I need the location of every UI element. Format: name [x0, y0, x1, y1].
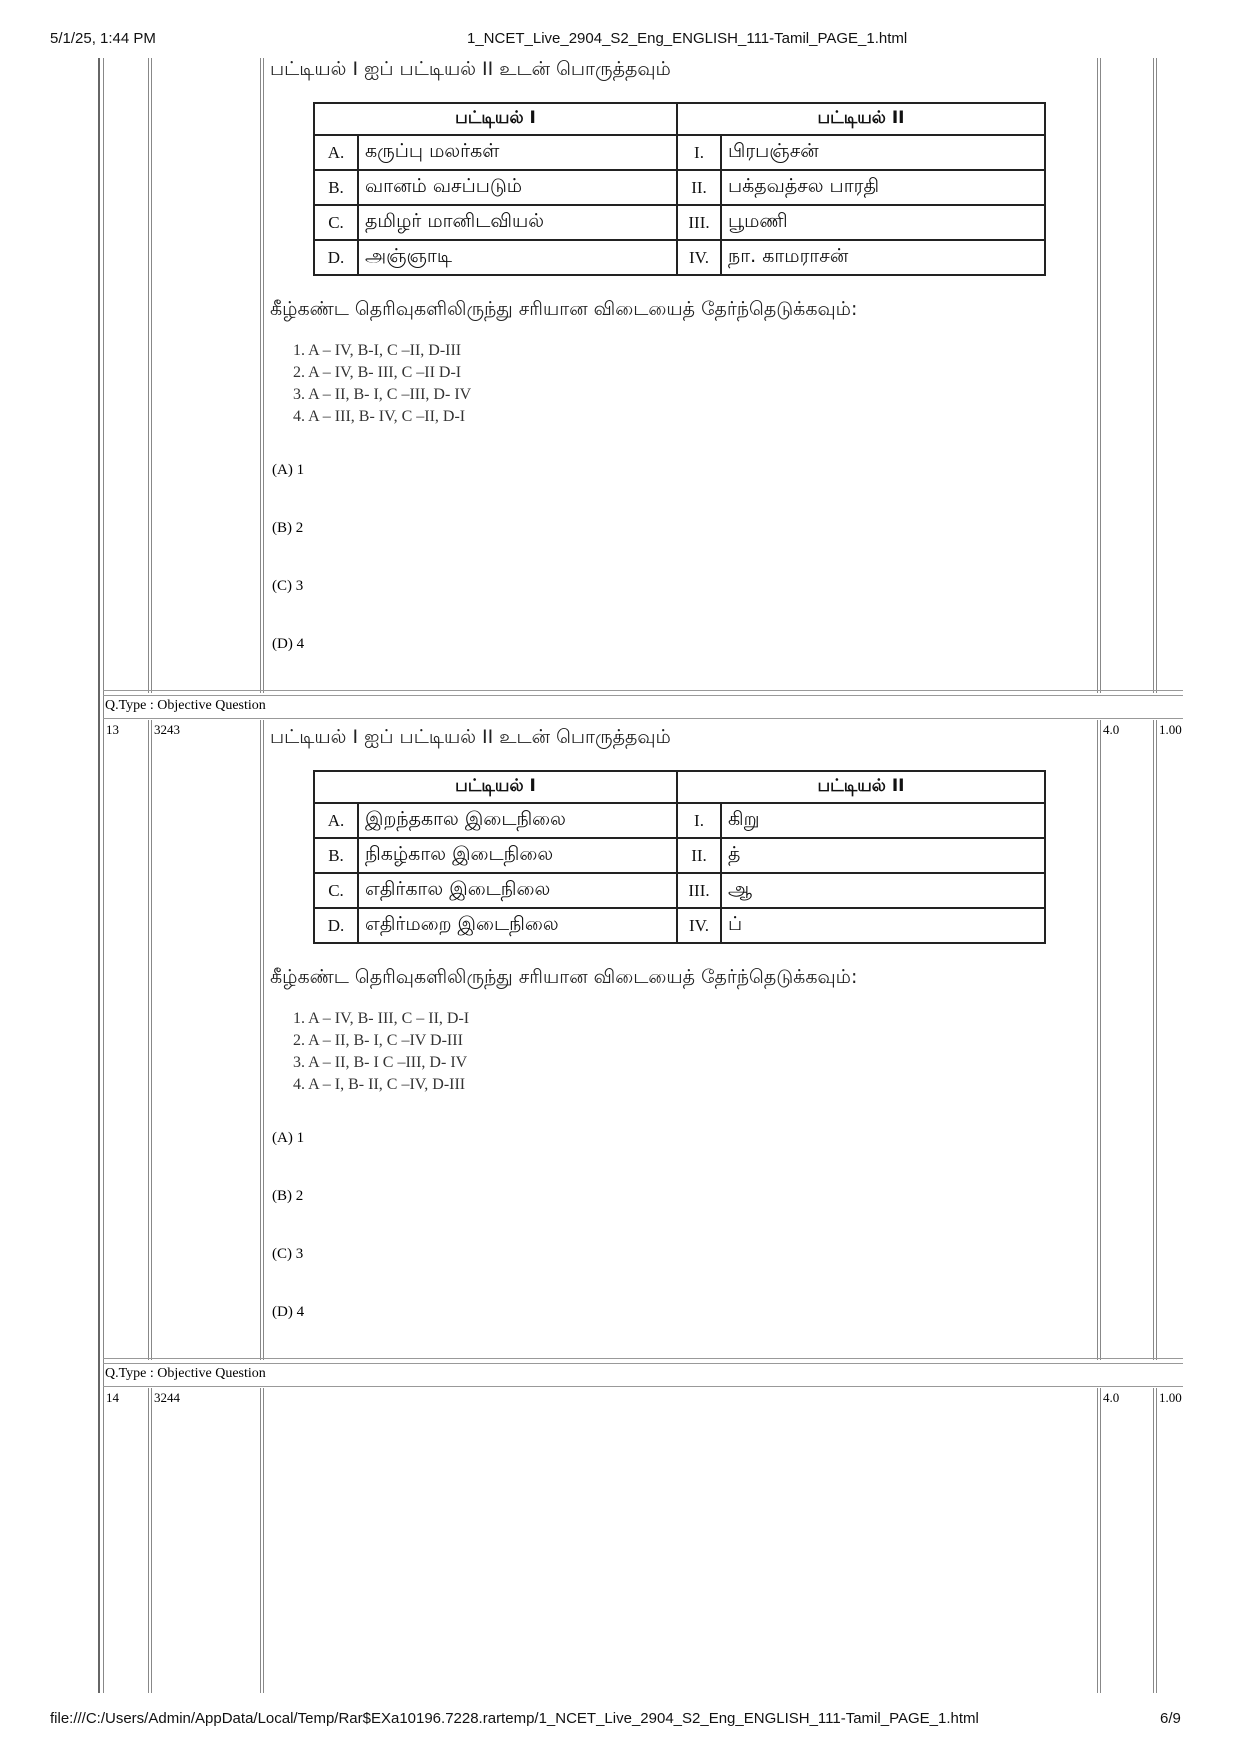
row-match: த்	[721, 838, 1045, 873]
print-datetime: 5/1/25, 1:44 PM	[50, 30, 156, 47]
row-letter: A.	[314, 803, 358, 838]
question-id: 3244	[154, 1390, 180, 1405]
print-file-path: file:///C:/Users/Admin/AppData/Local/Temp/Rar$EXa10196.7228.rartemp/1_NCET_Live_2904_S2_Eng_ENGLISH_111-Tamil_PAGE_1.html	[50, 1710, 979, 1727]
row-item: எதிர்கால இடைநிலை	[358, 873, 677, 908]
question-number: 13	[106, 722, 119, 737]
row-item: எதிர்மறை இடைநிலை	[358, 908, 677, 943]
match-table	[313, 770, 1046, 944]
question-title: பட்டியல் I ஐப் பட்டியல் II உடன் பொருத்தவும்	[270, 58, 671, 80]
option-item: 4. A – III, B- IV, C –II, D-I	[293, 408, 466, 425]
row-letter: D.	[314, 240, 358, 275]
question-id: 3243	[154, 722, 180, 737]
table-row	[314, 908, 1045, 943]
column-header: பட்டியல் I	[314, 771, 677, 803]
answer-option-d[interactable]: (D) 4	[272, 636, 305, 652]
row-match: பூமணி	[721, 205, 1045, 240]
row-numeral: IV.	[677, 908, 721, 943]
question-negative-marks: 1.00	[1159, 1390, 1182, 1405]
row-numeral: II.	[677, 838, 721, 873]
option-list	[293, 340, 471, 428]
table-row	[314, 170, 1045, 205]
row-item: வானம் வசப்படும்	[358, 170, 677, 205]
print-doc-title: 1_NCET_Live_2904_S2_Eng_ENGLISH_111-Tamil_PAGE_1.html	[467, 30, 908, 47]
table-row	[314, 873, 1045, 908]
print-page-number: 6/9	[1160, 1710, 1181, 1727]
question-negative-marks: 1.00	[1159, 722, 1182, 737]
question-marks: 4.0	[1103, 722, 1120, 737]
row-letter: C.	[314, 873, 358, 908]
row-match: ப்	[721, 908, 1045, 943]
option-item: 1. A – IV, B-I, C –II, D-III	[293, 342, 462, 359]
row-match: பிரபஞ்சன்	[721, 135, 1045, 170]
question-type-label: Q.Type : Objective Question	[105, 698, 266, 713]
row-numeral: IV.	[677, 240, 721, 275]
answer-option-a[interactable]: (A) 1	[272, 462, 305, 478]
answer-option-a[interactable]: (A) 1	[272, 1130, 305, 1146]
column-header: பட்டியல் I	[314, 103, 677, 135]
row-letter: B.	[314, 838, 358, 873]
answer-option-c[interactable]: (C) 3	[272, 578, 304, 594]
row-letter: B.	[314, 170, 358, 205]
row-letter: D.	[314, 908, 358, 943]
option-list	[293, 1008, 469, 1096]
option-item: 1. A – IV, B- III, C – II, D-I	[293, 1010, 470, 1027]
question-prompt: கீழ்கண்ட தெரிவுகளிலிருந்து சரியான விடையைத் தேர்ந்தெடுக்கவும்:	[270, 966, 858, 988]
row-item: கருப்பு மலர்கள்	[358, 135, 677, 170]
answer-option-b[interactable]: (B) 2	[272, 520, 304, 536]
row-match: கிறு	[721, 803, 1045, 838]
option-item: 2. A – IV, B- III, C –II D-I	[293, 364, 462, 381]
table-row	[314, 240, 1045, 275]
row-item: இறந்தகால இடைநிலை	[358, 803, 677, 838]
table-row	[314, 803, 1045, 838]
column-header: பட்டியல் II	[677, 771, 1045, 803]
row-letter: C.	[314, 205, 358, 240]
table-row	[314, 205, 1045, 240]
row-match: ஆ	[721, 873, 1045, 908]
row-numeral: II.	[677, 170, 721, 205]
row-item: தமிழர் மானிடவியல்	[358, 205, 677, 240]
row-item: அஞ்ஞாடி	[358, 240, 677, 275]
row-item: நிகழ்கால இடைநிலை	[358, 838, 677, 873]
row-letter: A.	[314, 135, 358, 170]
question-number: 14	[106, 1390, 119, 1405]
row-numeral: I.	[677, 135, 721, 170]
row-match: பக்தவத்சல பாரதி	[721, 170, 1045, 205]
row-match: நா. காமராசன்	[721, 240, 1045, 275]
answer-option-d[interactable]: (D) 4	[272, 1304, 305, 1320]
question-marks: 4.0	[1103, 1390, 1120, 1405]
option-item: 3. A – II, B- I, C –III, D- IV	[293, 386, 472, 403]
option-item: 3. A – II, B- I C –III, D- IV	[293, 1054, 468, 1071]
table-row	[314, 135, 1045, 170]
option-item: 4. A – I, B- II, C –IV, D-III	[293, 1076, 466, 1093]
table-row	[314, 838, 1045, 873]
column-header: பட்டியல் II	[677, 103, 1045, 135]
question-prompt: கீழ்கண்ட தெரிவுகளிலிருந்து சரியான விடையைத் தேர்ந்தெடுக்கவும்:	[270, 298, 858, 320]
row-numeral: I.	[677, 803, 721, 838]
match-table	[313, 102, 1046, 276]
option-item: 2. A – II, B- I, C –IV D-III	[293, 1032, 463, 1049]
row-numeral: III.	[677, 873, 721, 908]
question-type-label: Q.Type : Objective Question	[105, 1366, 266, 1381]
answer-option-c[interactable]: (C) 3	[272, 1246, 304, 1262]
answer-option-b[interactable]: (B) 2	[272, 1188, 304, 1204]
question-title: பட்டியல் I ஐப் பட்டியல் II உடன் பொருத்தவும்	[270, 726, 671, 748]
row-numeral: III.	[677, 205, 721, 240]
